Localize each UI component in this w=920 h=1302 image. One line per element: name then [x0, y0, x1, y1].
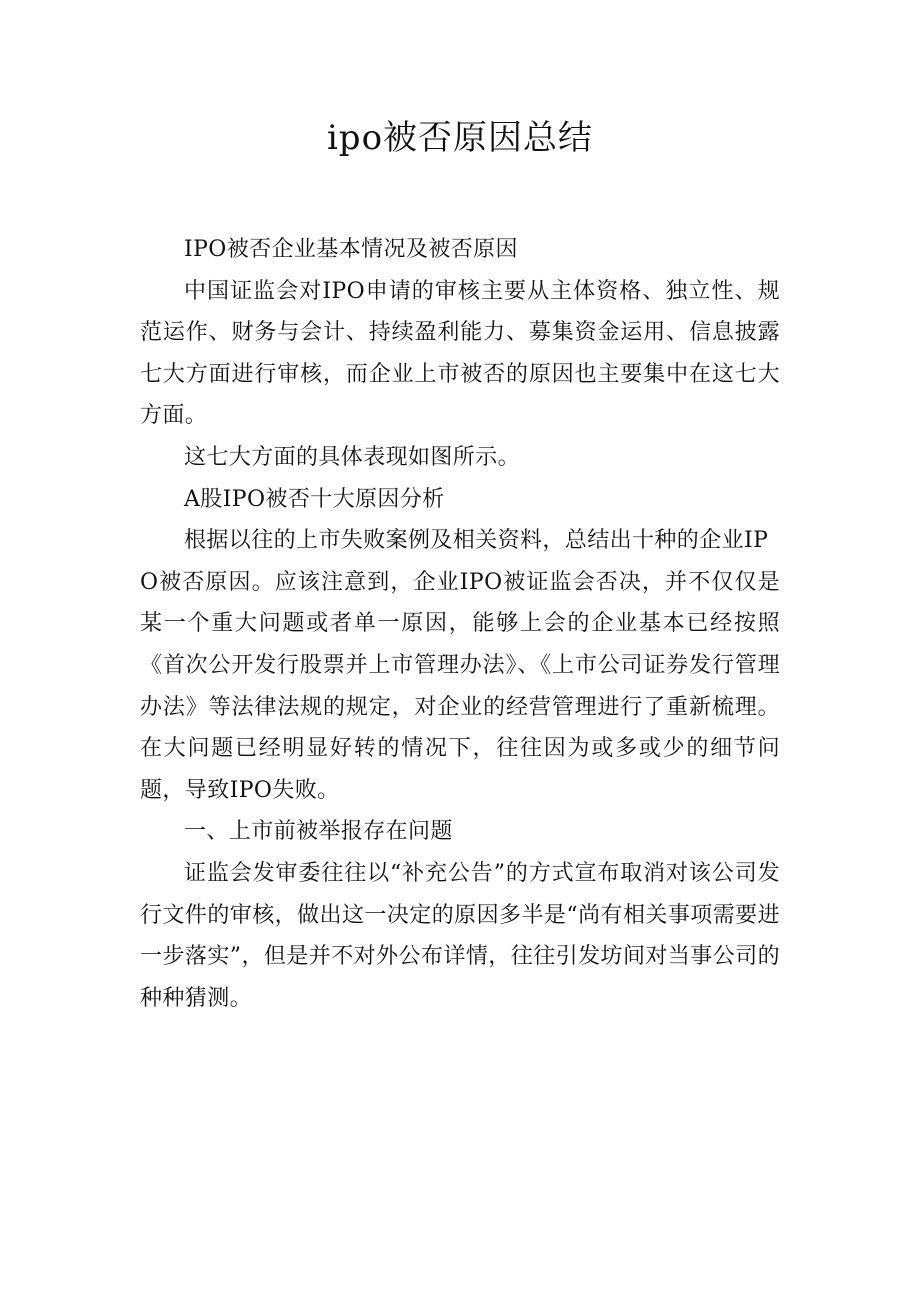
- paragraph-figure-reference: 这七大方面的具体表现如图所示。: [184, 444, 521, 470]
- paragraph-section-one-body: 证监会发审委往往以“补充公告”的方式宣布取消对该公司发行文件的审核，做出这一决定的原因多半是“尚有相关事项需要进一步落实”，但是并不对外公布详情，往往引发坊间对当事公司的种种猜测。: [140, 860, 780, 1011]
- paragraph-review-aspects: 中国证监会对IPO申请的审核主要从主体资格、独立性、规范运作、财务与会计、持续盈利能力、募集资金运用、信息披露七大方面进行审核，而企业上市被否的原因也主要集中在这七大方面。: [140, 278, 780, 429]
- paragraph-section-one-heading: 一、上市前被举报存在问题: [184, 819, 453, 845]
- paragraph-ten-reasons-detail: O被否原因。应该注意到，企业IPO被证监会否决，并不仅仅是某一个重大问题或者单一原因，能够上会的企业基本已经按照《首次公开发行股票并上市管理办法》、《上市公司证券发行管理办法》等法律法规的规定，对企业的经营管理进行了重新梳理。在大问题已经明显好转的情况下，往往因为或多或少的细节问题，导致IPO失败。: [140, 569, 780, 803]
- document-title: ipo被否原因总结: [326, 118, 594, 158]
- document-body: [140, 229, 780, 1019]
- paragraph-subheading-overview: IPO被否企业基本情况及被否原因: [184, 237, 518, 262]
- paragraph-ten-reasons-intro: 根据以往的上市失败案例及相关资料，总结出十种的企业IP: [184, 528, 769, 554]
- paragraph-subheading-ten-reasons: A股IPO被否十大原因分析: [184, 486, 445, 512]
